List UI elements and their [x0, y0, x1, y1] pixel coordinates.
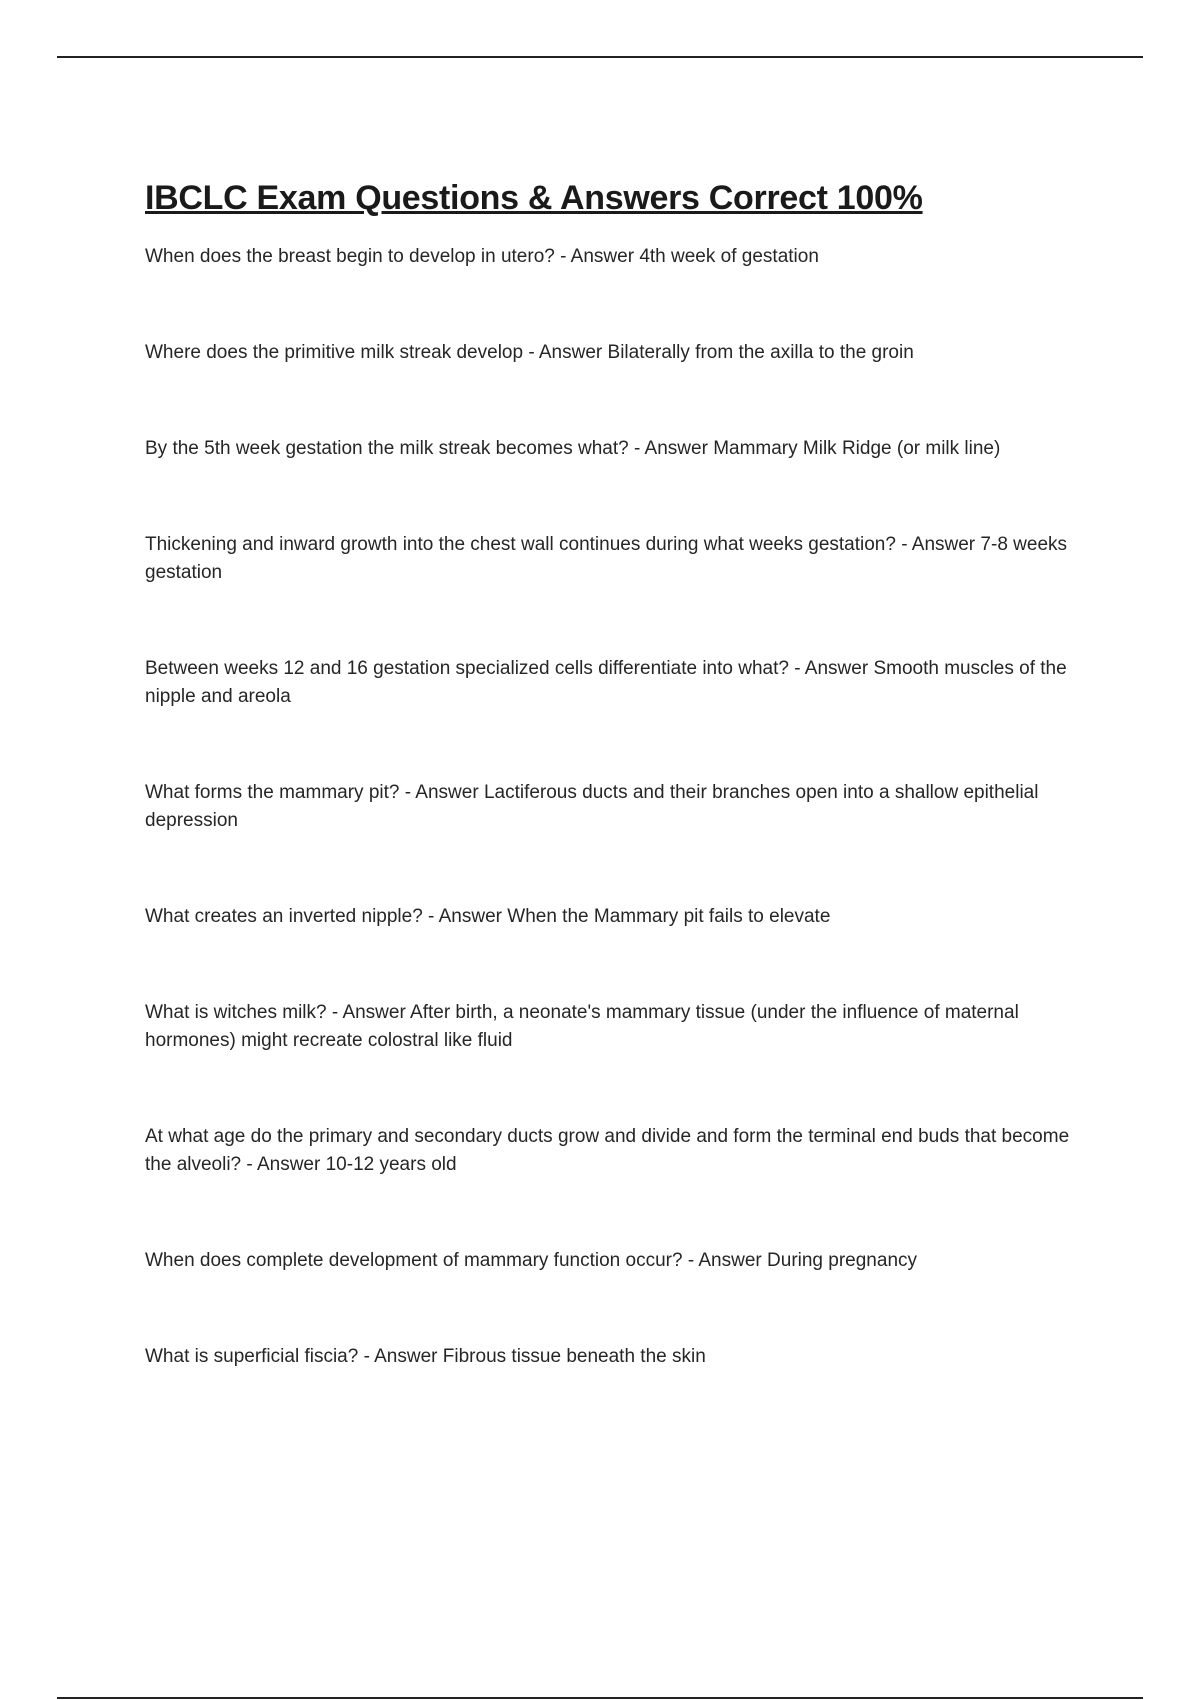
qa-item	[145, 243, 1080, 271]
question-text: Where does the primitive milk streak develop	[145, 341, 524, 363]
answer-separator: - Answer	[554, 245, 640, 267]
answer-separator: - Answer	[682, 1249, 768, 1271]
answer-text: Smooth muscles of the nipple and areola	[145, 657, 1067, 707]
answer-text: During pregnancy	[767, 1249, 918, 1271]
question-text: What creates an inverted nipple?	[145, 905, 423, 927]
question-text: Between weeks 12 and 16 gestation specialized cells differentiate into what?	[145, 657, 789, 679]
question-text: What is superficial fiscia?	[145, 1345, 359, 1367]
answer-separator: - Answer	[788, 657, 874, 679]
answer-text: When the Mammary pit fails to elevate	[507, 905, 831, 927]
qa-item	[145, 779, 1080, 835]
answer-separator: - Answer	[358, 1345, 443, 1367]
answer-separator: - Answer	[241, 1153, 326, 1175]
answer-separator: - Answer	[628, 437, 714, 459]
qa-item	[145, 903, 1080, 931]
question-text: By the 5th week gestation the milk streak becomes what?	[145, 437, 629, 459]
qa-item	[145, 1343, 1080, 1371]
header-rule	[57, 56, 1143, 58]
answer-text: 7-8 weeks gestation	[145, 533, 1068, 583]
question-text: When does complete development of mammary function occur?	[145, 1249, 683, 1271]
answer-separator: - Answer	[895, 533, 981, 555]
answer-separator: - Answer	[326, 1001, 411, 1023]
qa-item	[145, 531, 1080, 587]
qa-item	[145, 339, 1080, 367]
document-body	[145, 178, 1080, 1439]
answer-text: Mammary Milk Ridge (or milk line)	[713, 437, 1001, 459]
question-text: What is witches milk?	[145, 1001, 327, 1023]
qa-item	[145, 655, 1080, 711]
answer-text: After birth, a neonate's mammary tissue (under the influence of maternal hormones) might recreate colostral like fluid	[145, 1001, 1019, 1051]
answer-text: Lactiferous ducts and their branches open into a shallow epithelial depression	[145, 781, 1039, 831]
answer-text: Bilaterally from the axilla to the groin	[607, 341, 914, 363]
question-text: At what age do the primary and secondary ducts grow and divide and form the terminal end buds that become the alveoli?	[145, 1125, 1070, 1175]
document-title: IBCLC Exam Questions & Answers Correct 100%	[145, 179, 923, 217]
answer-text: 4th week of gestation	[639, 245, 819, 267]
answer-text: 10-12 years old	[325, 1153, 457, 1175]
footer-rule	[57, 1697, 1143, 1699]
qa-item	[145, 1123, 1080, 1179]
question-text: When does the breast begin to develop in utero?	[145, 245, 555, 267]
answer-separator: - Answer	[422, 905, 508, 927]
answer-text: Fibrous tissue beneath the skin	[442, 1345, 706, 1367]
qa-item	[145, 435, 1080, 463]
qa-item	[145, 1247, 1080, 1275]
answer-separator: - Answer	[399, 781, 484, 803]
qa-list	[145, 243, 1080, 1371]
question-text: Thickening and inward growth into the chest wall continues during what weeks gestation?	[145, 533, 896, 555]
answer-separator: - Answer	[523, 341, 608, 363]
question-text: What forms the mammary pit?	[145, 781, 400, 803]
qa-item	[145, 999, 1080, 1055]
